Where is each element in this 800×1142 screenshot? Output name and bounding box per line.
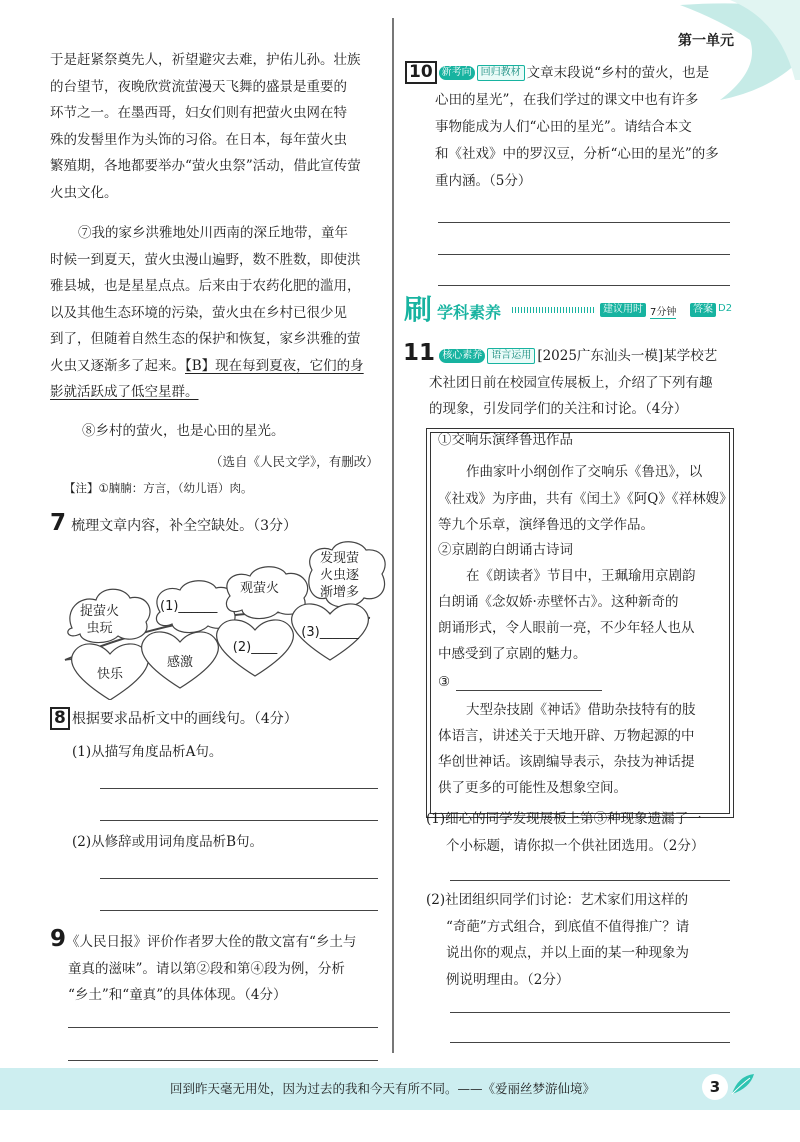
question-7 <box>50 510 297 536</box>
answer-line[interactable] <box>100 820 378 821</box>
leaf-icon <box>728 1070 758 1100</box>
question-number: 9 <box>50 926 67 952</box>
heart-blank-2: (2)____ <box>232 640 278 655</box>
passage-paragraph-6: 于是赶紧祭奠先人，祈望避灾去难，护佑儿孙。壮族 的台望节，夜晚欣赏流萤漫天飞舞的盛景是重要的 环节之一。在墨西哥，妇女们则有把萤火虫网在特 殊的发髻里作为头饰的习俗。在日本，每年萤火虫 繁殖期，各地都要举办“萤火虫祭”活动，借此宣传萤 火虫文化。 <box>50 52 361 201</box>
answer-line[interactable] <box>100 788 378 789</box>
map-node-watch-fireflies: 观萤火 <box>240 581 280 596</box>
time-value: 7分钟 <box>650 303 676 319</box>
heart-blank-3: (3)______ <box>301 625 359 640</box>
passage-paragraph-8: ⑧乡村的萤火，也是心田的星光。 <box>82 423 285 439</box>
board-heading-2: ②京剧韵白朗诵古诗词 <box>438 542 573 558</box>
section-header <box>404 294 736 328</box>
answer-line[interactable] <box>68 1027 378 1028</box>
question-number: 7 <box>50 510 67 536</box>
passage-source: （选自《人民文学》，有删改） <box>210 454 379 469</box>
board-heading-3: ③ <box>438 674 451 690</box>
q8-part-b: (2)从修辞或用词角度品析B句。 <box>72 834 264 850</box>
question-10: 10 新考向 回归教材 文章末段说“乡村的萤火，也是 心田的星光”，在我们学过的课文中也有许多 事物能成为人们“心田的星光”。请结合本文 和《社戏》中的罗汉豆，分析“心田的星光”的多 重内涵。（5分） <box>405 60 735 195</box>
core-literacy-tag: 核心素养 <box>439 349 485 363</box>
answer-line[interactable] <box>438 254 730 255</box>
answer-line[interactable] <box>450 880 730 881</box>
question-number: 8 <box>50 707 70 730</box>
section-title: 学科素养 <box>437 303 502 322</box>
unit-label: 第一单元 <box>678 33 734 49</box>
answer-line[interactable] <box>438 285 730 286</box>
new-trend-tag: 新考向 <box>439 66 475 80</box>
q11-part-2: (2)社团组织同学们讨论：艺术家们用这样的 “奇葩”方式组合，到底值不值得推广？请 说出你的观点，并以上面的某一种现象为 例说明理由。（2分） <box>426 892 690 988</box>
map-node-catch-fireflies: 捉萤火 虫玩 <box>80 604 120 636</box>
question-number: 10 <box>405 61 437 84</box>
answer-line[interactable] <box>450 1042 730 1043</box>
answer-line[interactable] <box>438 222 730 223</box>
q8-part-a: (1)从描写角度品析A句。 <box>72 744 223 760</box>
answer-line[interactable] <box>100 910 378 911</box>
missing-heading-blank[interactable] <box>456 690 602 691</box>
passage-note: 【注】①腩腩：方言，（幼儿语）肉。 <box>64 481 253 495</box>
language-use-tag: 语言运用 <box>487 348 535 364</box>
section-char: 刷 <box>404 293 433 326</box>
section-hatch <box>512 307 594 313</box>
passage-paragraph-7: ⑦我的家乡洪雅地处川西南的深丘地带，童年 时候一到夏天，萤火虫漫山遍野，数不胜数，即使洪 雅县城，也是星星点点。后来由于农药化肥的滥用， 以及其他生态环境的污染，萤火虫在乡村已很少见 到了，但随着自然生态的保护和恢复，家乡洪雅的萤 火虫又逐渐多了起来。【B】现在每到夏夜，它们的身 影就活跃成了低空星群。 <box>50 225 364 400</box>
page-number: 3 <box>702 1074 728 1100</box>
answer-line[interactable] <box>68 1060 378 1061</box>
map-node-blank-1: (1)______ <box>160 599 218 614</box>
map-node-fireflies-increase: 发现萤 火虫逐 渐增多 <box>320 551 360 600</box>
question-number: 11 <box>403 340 436 366</box>
underlined-sentence-b-cont: 影就活跃成了低空星群。 <box>50 384 199 400</box>
underlined-sentence-b: 【B】现在每到夏夜，它们的身 <box>185 357 364 374</box>
q11-part-1: (1)细心的同学发现展板上第③种现象遗漏了一 个小标题，请你拟一个供社团选用。（2分） <box>426 811 705 854</box>
heart-happy: 快乐 <box>96 667 123 682</box>
answer-line[interactable] <box>450 1012 730 1013</box>
column-divider <box>392 18 394 1053</box>
answer-label: 答案 <box>690 303 716 317</box>
time-label: 建议用时 <box>600 303 646 317</box>
question-8: 8 根据要求品析文中的画线句。（4分） <box>50 707 298 730</box>
answer-page: D2 <box>718 303 733 314</box>
question-stem: 梳理文章内容，补全空缺处。（3分） <box>71 518 298 534</box>
question-9: 9《人民日报》评价作者罗大佺的散文富有“乡土与 童真的滋味”。请以第②段和第④段为例，分析 “乡土”和“童真”的具体体现。（4分） <box>50 926 357 1003</box>
question-11: 11 核心素养 语言运用 [2025广东汕头一模]某学校艺 术社团日前在校园宣传展板上，介绍了下列有趣 的现象，引发同学们的关注和讨论。（4分） <box>403 340 718 417</box>
footer-quote: 回到昨天毫无用处，因为过去的我和今天有所不同。——《爱丽丝梦游仙境》 <box>170 1081 596 1096</box>
answer-line[interactable] <box>100 878 378 879</box>
board-heading-1: ①交响乐演绎鲁迅作品 <box>438 432 573 448</box>
textbook-tag: 回归教材 <box>477 65 525 81</box>
heart-grateful: 感激 <box>166 655 193 670</box>
